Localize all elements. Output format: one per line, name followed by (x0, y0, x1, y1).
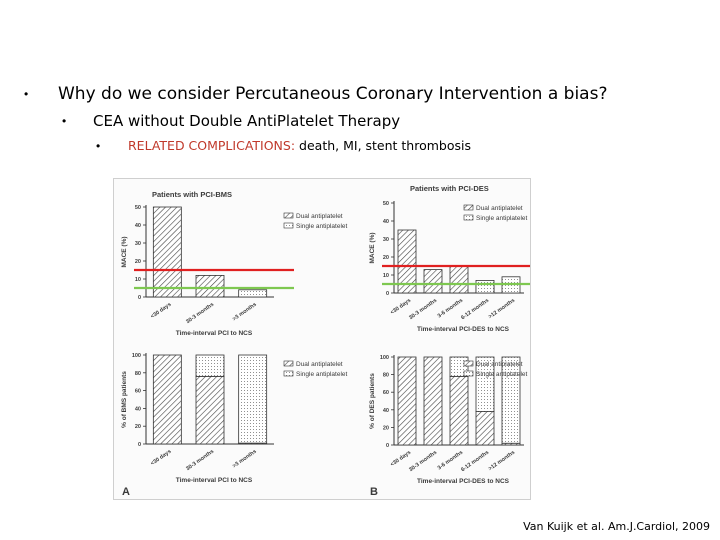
y-tick-label: 50 (134, 205, 141, 211)
legend-label-dual: Dual antiplatelet (476, 361, 523, 368)
bar-dual (424, 270, 442, 293)
bullet-text-2: CEA without Double AntiPlatelet Therapy (93, 112, 401, 130)
legend-swatch-dual (464, 205, 473, 210)
y-tick-label: 20 (134, 259, 141, 265)
x-tick-label: >3 months (231, 448, 258, 470)
y-tick-label: 100 (131, 353, 141, 359)
x-tick-label: 3-6 months (436, 449, 465, 472)
bar-dual (398, 357, 416, 445)
x-tick-label: <30 days (149, 301, 173, 321)
chart-1 (121, 190, 348, 337)
x-tick-label: >3 months (231, 301, 258, 323)
y-tick-label: 0 (137, 295, 141, 301)
legend-swatch-single (464, 371, 473, 376)
figure-panel (113, 178, 531, 500)
legend (464, 205, 528, 222)
x-tick-label: <30 days (389, 449, 413, 469)
legend (284, 213, 348, 230)
y-tick-label: 30 (134, 241, 141, 247)
bar-dual (196, 376, 224, 444)
x-tick-label: 30-3 months (185, 448, 216, 473)
bar-single (502, 357, 520, 443)
y-axis-label: MACE (%) (121, 236, 128, 268)
legend (284, 361, 348, 378)
y-axis-label: % of DES patients (369, 373, 376, 429)
bullet-marker-1: • (24, 87, 29, 101)
chart-3 (121, 353, 348, 484)
x-tick-label: >12 months (487, 297, 517, 321)
bar-single (239, 290, 267, 297)
x-tick-label: 30-3 months (408, 297, 439, 322)
y-tick-label: 30 (382, 237, 389, 243)
chart-4 (369, 355, 528, 485)
legend-label-single: Single antiplatelet (476, 371, 528, 378)
panel-label-b: B (370, 486, 378, 498)
panel-label-a: A (122, 486, 130, 498)
legend-swatch-single (284, 371, 293, 376)
legend-label-single: Single antiplatelet (476, 215, 528, 222)
legend-label-dual: Dual antiplatelet (296, 361, 343, 368)
legend-label-dual: Dual antiplatelet (296, 213, 343, 220)
legend-label-single: Single antiplatelet (296, 371, 348, 378)
bullet-marker-2: • (62, 114, 67, 128)
y-tick-label: 40 (134, 406, 141, 413)
x-tick-label: <30 days (389, 297, 413, 317)
y-axis-label: MACE (%) (369, 232, 376, 264)
x-tick-label: 6-12 months (460, 297, 491, 322)
bullet-text-1: Why do we consider Percutaneous Coronary Intervention a bias? (58, 84, 608, 104)
y-tick-label: 60 (382, 390, 389, 397)
bar-dual (476, 412, 494, 445)
x-tick-label: 30-3 months (185, 301, 216, 326)
y-tick-label: 80 (134, 370, 141, 377)
y-tick-label: 0 (385, 443, 389, 449)
x-tick-label: 6-12 months (460, 449, 491, 474)
x-tick-label: <30 days (149, 448, 173, 468)
y-tick-label: 80 (382, 372, 389, 379)
legend-swatch-dual (284, 361, 293, 366)
bar-dual (153, 207, 181, 297)
y-axis-label: % of BMS patients (121, 371, 128, 428)
x-tick-label: 3-6 months (436, 297, 465, 320)
legend-label-dual: Dual antiplatelet (476, 205, 523, 212)
y-tick-label: 20 (382, 255, 389, 261)
y-tick-label: 40 (134, 223, 141, 229)
legend-label-single: Single antiplatelet (296, 223, 348, 230)
y-tick-label: 20 (382, 425, 389, 432)
bullet-marker-3: • (96, 139, 101, 153)
x-axis-label: Time-interval PCI to NCS (175, 477, 253, 484)
chart-2 (369, 184, 530, 333)
chart-title: Patients with PCI-BMS (152, 190, 233, 199)
bar-dual (424, 357, 442, 445)
x-axis-label: Time-interval PCI to NCS (175, 330, 253, 337)
y-tick-label: 10 (134, 277, 141, 283)
y-tick-label: 20 (134, 424, 141, 431)
bullet-3-prefix: RELATED COMPLICATIONS: (128, 138, 296, 153)
x-axis-label: Time-interval PCI-DES to NCS (417, 478, 509, 485)
bar-dual (450, 376, 468, 445)
legend-swatch-dual (464, 361, 473, 366)
bar-single (476, 280, 494, 293)
figure-svg (114, 179, 530, 499)
bar-dual (153, 355, 181, 444)
legend-swatch-dual (284, 213, 293, 218)
y-tick-label: 60 (134, 388, 141, 395)
bullet-3-rest: death, MI, stent thrombosis (295, 138, 472, 153)
bullet-text-3 (128, 138, 471, 153)
bar-single (239, 355, 267, 443)
y-tick-label: 100 (379, 355, 389, 361)
legend-swatch-single (464, 215, 473, 220)
x-tick-label: >12 months (487, 449, 517, 473)
y-tick-label: 40 (382, 219, 389, 225)
y-tick-label: 10 (382, 273, 389, 279)
bar-dual (196, 275, 224, 297)
x-axis-label: Time-interval PCI-DES to NCS (417, 326, 509, 333)
y-tick-label: 50 (382, 201, 389, 207)
y-tick-label: 40 (382, 407, 389, 414)
legend-swatch-single (284, 223, 293, 228)
citation: Van Kuijk et al. Am.J.Cardiol, 2009 (523, 520, 710, 533)
y-tick-label: 0 (385, 291, 389, 297)
bar-single (196, 355, 224, 376)
y-tick-label: 0 (137, 442, 141, 448)
x-tick-label: 30-3 months (408, 449, 439, 474)
chart-title: Patients with PCI-DES (410, 184, 489, 193)
bar-dual (450, 266, 468, 293)
